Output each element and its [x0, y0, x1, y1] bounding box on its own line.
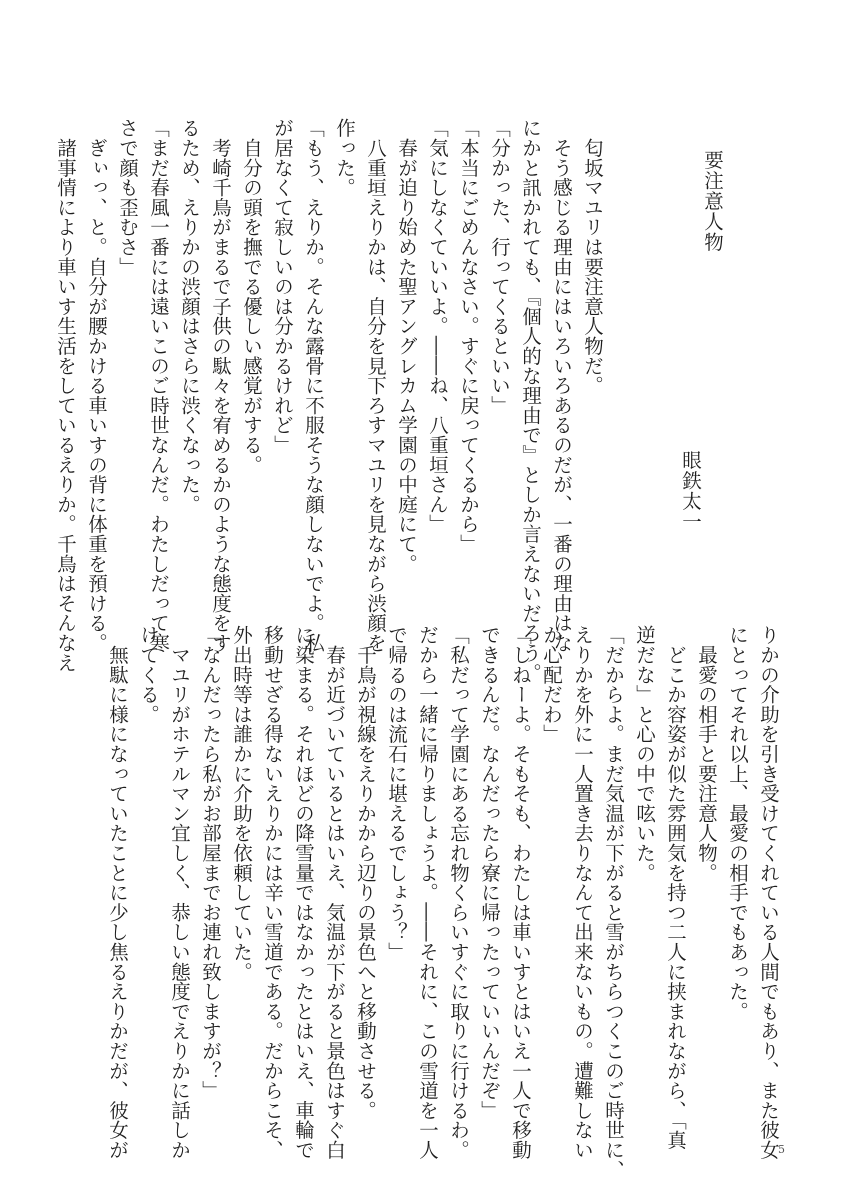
text-line: どこか容姿が似た雰囲気を持つ二人に挟まれながら、「真: [664, 625, 687, 1150]
text-line: 匂坂マユリは要注意人物だ。: [581, 118, 604, 396]
story-title: 要注意人物: [701, 150, 724, 253]
text-line: 「しねーよ。そもそも、わたしは車いすとはいえ一人で移動: [509, 625, 532, 1160]
text-line: 作った。: [333, 118, 356, 198]
text-line: 外出時等は誰かに介助を依頼していた。: [230, 625, 253, 982]
text-line: 「私だって学園にある忘れ物くらいすぐに取りに行けるわ。: [447, 625, 470, 1160]
text-line: ぎぃっ、と。自分が腰かける車いすの背に体重を預ける。: [85, 118, 108, 653]
text-line: 「なんだったら私がお部屋までお連れ致しますが？」: [199, 625, 222, 1101]
lower-text-block: [102, 625, 784, 1180]
text-line: けてくる。: [137, 625, 160, 724]
text-line: 八重垣えりかは、自分を見下ろすマユリを見ながら渋顔を: [364, 118, 387, 653]
text-line: そう感じる理由にはいろいろあるのだが、一番の理由はな: [550, 118, 573, 653]
text-line: にかと訊かれても、『個人的な理由で』としか言えないだろう。: [519, 118, 542, 683]
text-line: 「分かった、行ってくるといい」: [488, 118, 511, 415]
text-line: マユリがホテルマン宜しく、恭しい態度でえりかに話しか: [168, 625, 191, 1160]
text-line: 最愛の相手と要注意人物。: [695, 625, 718, 883]
text-line: るため、えりかの渋顔はさらに渋くなった。: [178, 118, 201, 514]
text-line: に染まる。それほどの降雪量ではなかったとはいえ、車輪で: [292, 625, 315, 1160]
text-line: 「気にしなくていいよ。――ね、八重垣さん」: [426, 118, 449, 534]
text-line: 逆だな」と心の中で呟いた。: [633, 625, 656, 883]
text-line: 「本当にごめんなさい。すぐに戻ってくるから」: [457, 118, 480, 554]
text-line: りかの介助を引き受けてくれている人間でもあり、また彼女: [757, 625, 780, 1160]
text-line: 考崎千鳥がまるで子供の駄々を宥めるかのような態度をす: [209, 118, 232, 653]
text-line: さで顔も歪むさ」: [116, 118, 139, 277]
text-line: 無駄に様になっていたことに少し焦るえりかだが、彼女が: [106, 625, 129, 1160]
text-line: 千鳥が視線をえりかから辺りの景色へと移動させる。: [354, 625, 377, 1120]
text-line: 諸事情により車いす生活をしているえりか。千鳥はそんなえ: [54, 118, 77, 673]
text-line: 「まだ春風一番には遠いこのご時世なんだ。わたしだって寒: [147, 118, 170, 653]
text-line: にとってそれ以上、最愛の相手でもあった。: [726, 625, 749, 1021]
text-line: で帰るのは流石に堪えるでしょう？」: [385, 625, 408, 962]
author-name: 眼鉄太一: [679, 450, 702, 532]
text-line: 「だからよ。まだ気温が下がると雪がちらつくこのご時世に、: [602, 625, 625, 1180]
text-line: だから一緒に帰りましょうよ。――それに、この雪道を一人: [416, 625, 439, 1160]
text-line: えりかを外に一人置き去りなんて出来ないもの。遭難しない: [571, 625, 594, 1160]
page-number: 5: [778, 1143, 785, 1156]
text-line: 春が近づいているとはいえ、気温が下がると景色はすぐ白: [323, 625, 346, 1160]
text-line: が居なくて寂しいのは分かるけれど」: [271, 118, 294, 455]
text-line: できるんだ。なんだったら寮に帰ったっていいんだぞ」: [478, 625, 501, 1120]
text-line: 春が迫り始めた聖アングレカム学園の中庭にて。: [395, 118, 418, 574]
text-line: か心配だわ」: [540, 625, 563, 744]
text-line: 「もう、えりか。そんな露骨に不服そうな顔しないでよ。私: [302, 118, 325, 653]
text-line: 移動せざる得ないえりかには辛い雪道である。だからこそ、: [261, 625, 284, 1160]
text-line: 自分の頭を撫でる優しい感覚がする。: [240, 118, 263, 475]
